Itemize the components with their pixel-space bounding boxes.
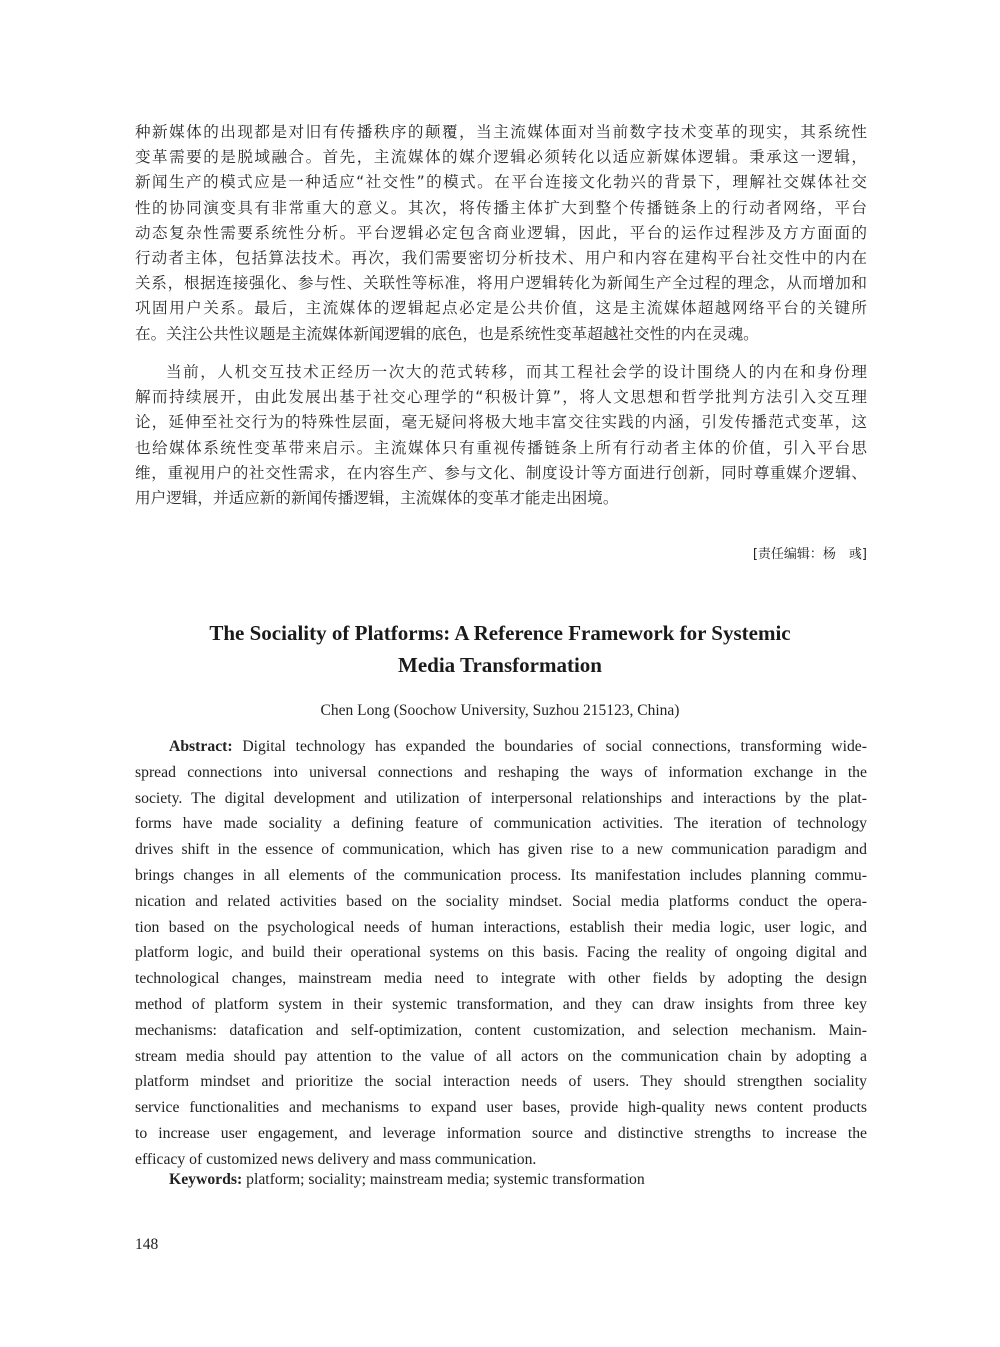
text-line xyxy=(135,734,867,760)
abstract xyxy=(135,734,867,1173)
text-line: tion based on the psychological needs of human interactions, establish their media logic, user logic, and xyxy=(135,918,867,936)
text-line: service functionalities and mechanisms to expand user bases, provide high-quality news content products xyxy=(135,1099,867,1117)
keywords xyxy=(169,1171,645,1189)
text-line: 性的协同演变具有非常重大的意义。其次，将传播主体扩大到整个传播链条上的行动者网络，平台 xyxy=(135,198,867,217)
text-line: society. The digital development and utilization of interpersonal relationships and interactions by the plat- xyxy=(135,789,867,807)
text-line: 动态复杂性需要系统性分析。平台逻辑必定包含商业逻辑，因此，平台的运作过程涉及方方面面的 xyxy=(135,223,867,242)
text-line: to increase user engagement, and leverage information source and distinctive strengths to increase the xyxy=(135,1124,867,1142)
text-line: 维，重视用户的社交性需求，在内容生产、参与文化、制度设计等方面进行创新，同时尊重媒介逻辑、 xyxy=(135,463,867,482)
title-line: The Sociality of Platforms: A Reference Framework for Systemic xyxy=(209,621,791,645)
text-line: 行动者主体，包括算法技术。再次，我们需要密切分析技术、用户和内容在建构平台社交性中的内在 xyxy=(135,248,867,267)
chinese-paragraph-1 xyxy=(135,120,867,347)
text-line: drives shift in the essence of communication, which has given rise to a new communication paradigm and xyxy=(135,841,867,859)
page-number: 148 xyxy=(135,1236,159,1253)
editor-note: [责任编辑：杨 彧] xyxy=(752,547,867,562)
text-line: 解而持续展开，由此发展出基于社交心理学的“积极计算”，将人文思想和哲学批判方法引入交互理 xyxy=(135,388,867,407)
text-line: mechanisms: datafication and self-optimization, content customization, and selection mechanism. Main- xyxy=(135,1021,867,1039)
text-line: stream media should pay attention to the value of all actors on the communication chain by adopting a xyxy=(135,1047,867,1065)
english-title xyxy=(120,617,880,681)
text-line: forms have made sociality a defining feature of communication activities. The iteration of technology xyxy=(135,815,867,833)
text-line: 种新媒体的出现都是对旧有传播秩序的颠覆，当主流媒体面对当前数字技术变革的现实，其系统性 xyxy=(135,123,867,141)
text-line: brings changes in all elements of the communication process. Its manifestation includes planning commu- xyxy=(135,866,867,884)
chinese-paragraph-2 xyxy=(135,360,867,511)
text-line: platform mindset and prioritize the social interaction needs of users. They should strengthen sociality xyxy=(135,1073,867,1091)
text-line: 关系，根据连接强化、参与性、关联性等标准，将用户逻辑转化为新闻生产全过程的理念，从而增加和 xyxy=(135,274,867,293)
text-line: 论，延伸至社交行为的特殊性层面，毫无疑问将极大地丰富交往实践的内涵，引发传播范式变革，这 xyxy=(135,413,867,432)
author-affiliation: Chen Long (Soochow University, Suzhou 215123, China) xyxy=(320,702,680,719)
text-line: 在。关注公共性议题是主流媒体新闻逻辑的底色，也是系统性变革超越社交性的内在灵魂。 xyxy=(135,324,759,343)
title-line: Media Transformation xyxy=(398,653,602,677)
abstract-label: Abstract: xyxy=(169,738,233,755)
text-line: 也给媒体系统性变革带来启示。主流媒体只有重视传播链条上所有行动者主体的价值，引入平台思 xyxy=(135,438,867,457)
abstract-text: Digital technology has expanded the boundaries of social connections, transforming wide- xyxy=(232,738,867,755)
text-line: platform logic, and build their operational systems on this basis. Facing the reality of ongoing digital and xyxy=(135,944,867,962)
text-line: technological changes, mainstream media need to integrate with other fields by adopting the design xyxy=(135,970,867,988)
text-line: spread connections into universal connections and reshaping the ways of information exchange in the xyxy=(135,763,867,781)
keywords-text: platform; sociality; mainstream media; systemic transformation xyxy=(242,1171,645,1188)
text-line: 新闻生产的模式应是一种适应“社交性”的模式。在平台连接文化勃兴的背景下，理解社交媒体社交 xyxy=(135,173,867,192)
keywords-label: Keywords: xyxy=(169,1171,243,1188)
text-line: 当前，人机交互技术正经历一次大的范式转移，而其工程社会学的设计围绕人的内在和身份理 xyxy=(166,363,867,381)
text-line: 巩固用户关系。最后，主流媒体的逻辑起点必定是公共价值，这是主流媒体超越网络平台的关键所 xyxy=(135,299,867,318)
text-line: efficacy of customized news delivery and mass communication. xyxy=(135,1150,537,1168)
text-line: method of platform system in their systemic transformation, and they can draw insights from three key xyxy=(135,995,867,1013)
text-line: nication and related activities based on the sociality mindset. Social media platforms conduct the opera- xyxy=(135,892,867,910)
text-line: 变革需要的是脱域融合。首先，主流媒体的媒介逻辑必须转化以适应新媒体逻辑。秉承这一逻辑， xyxy=(135,148,867,167)
text-line: 用户逻辑，并适应新的新闻传播逻辑，主流媒体的变革才能走出困境。 xyxy=(135,488,619,507)
